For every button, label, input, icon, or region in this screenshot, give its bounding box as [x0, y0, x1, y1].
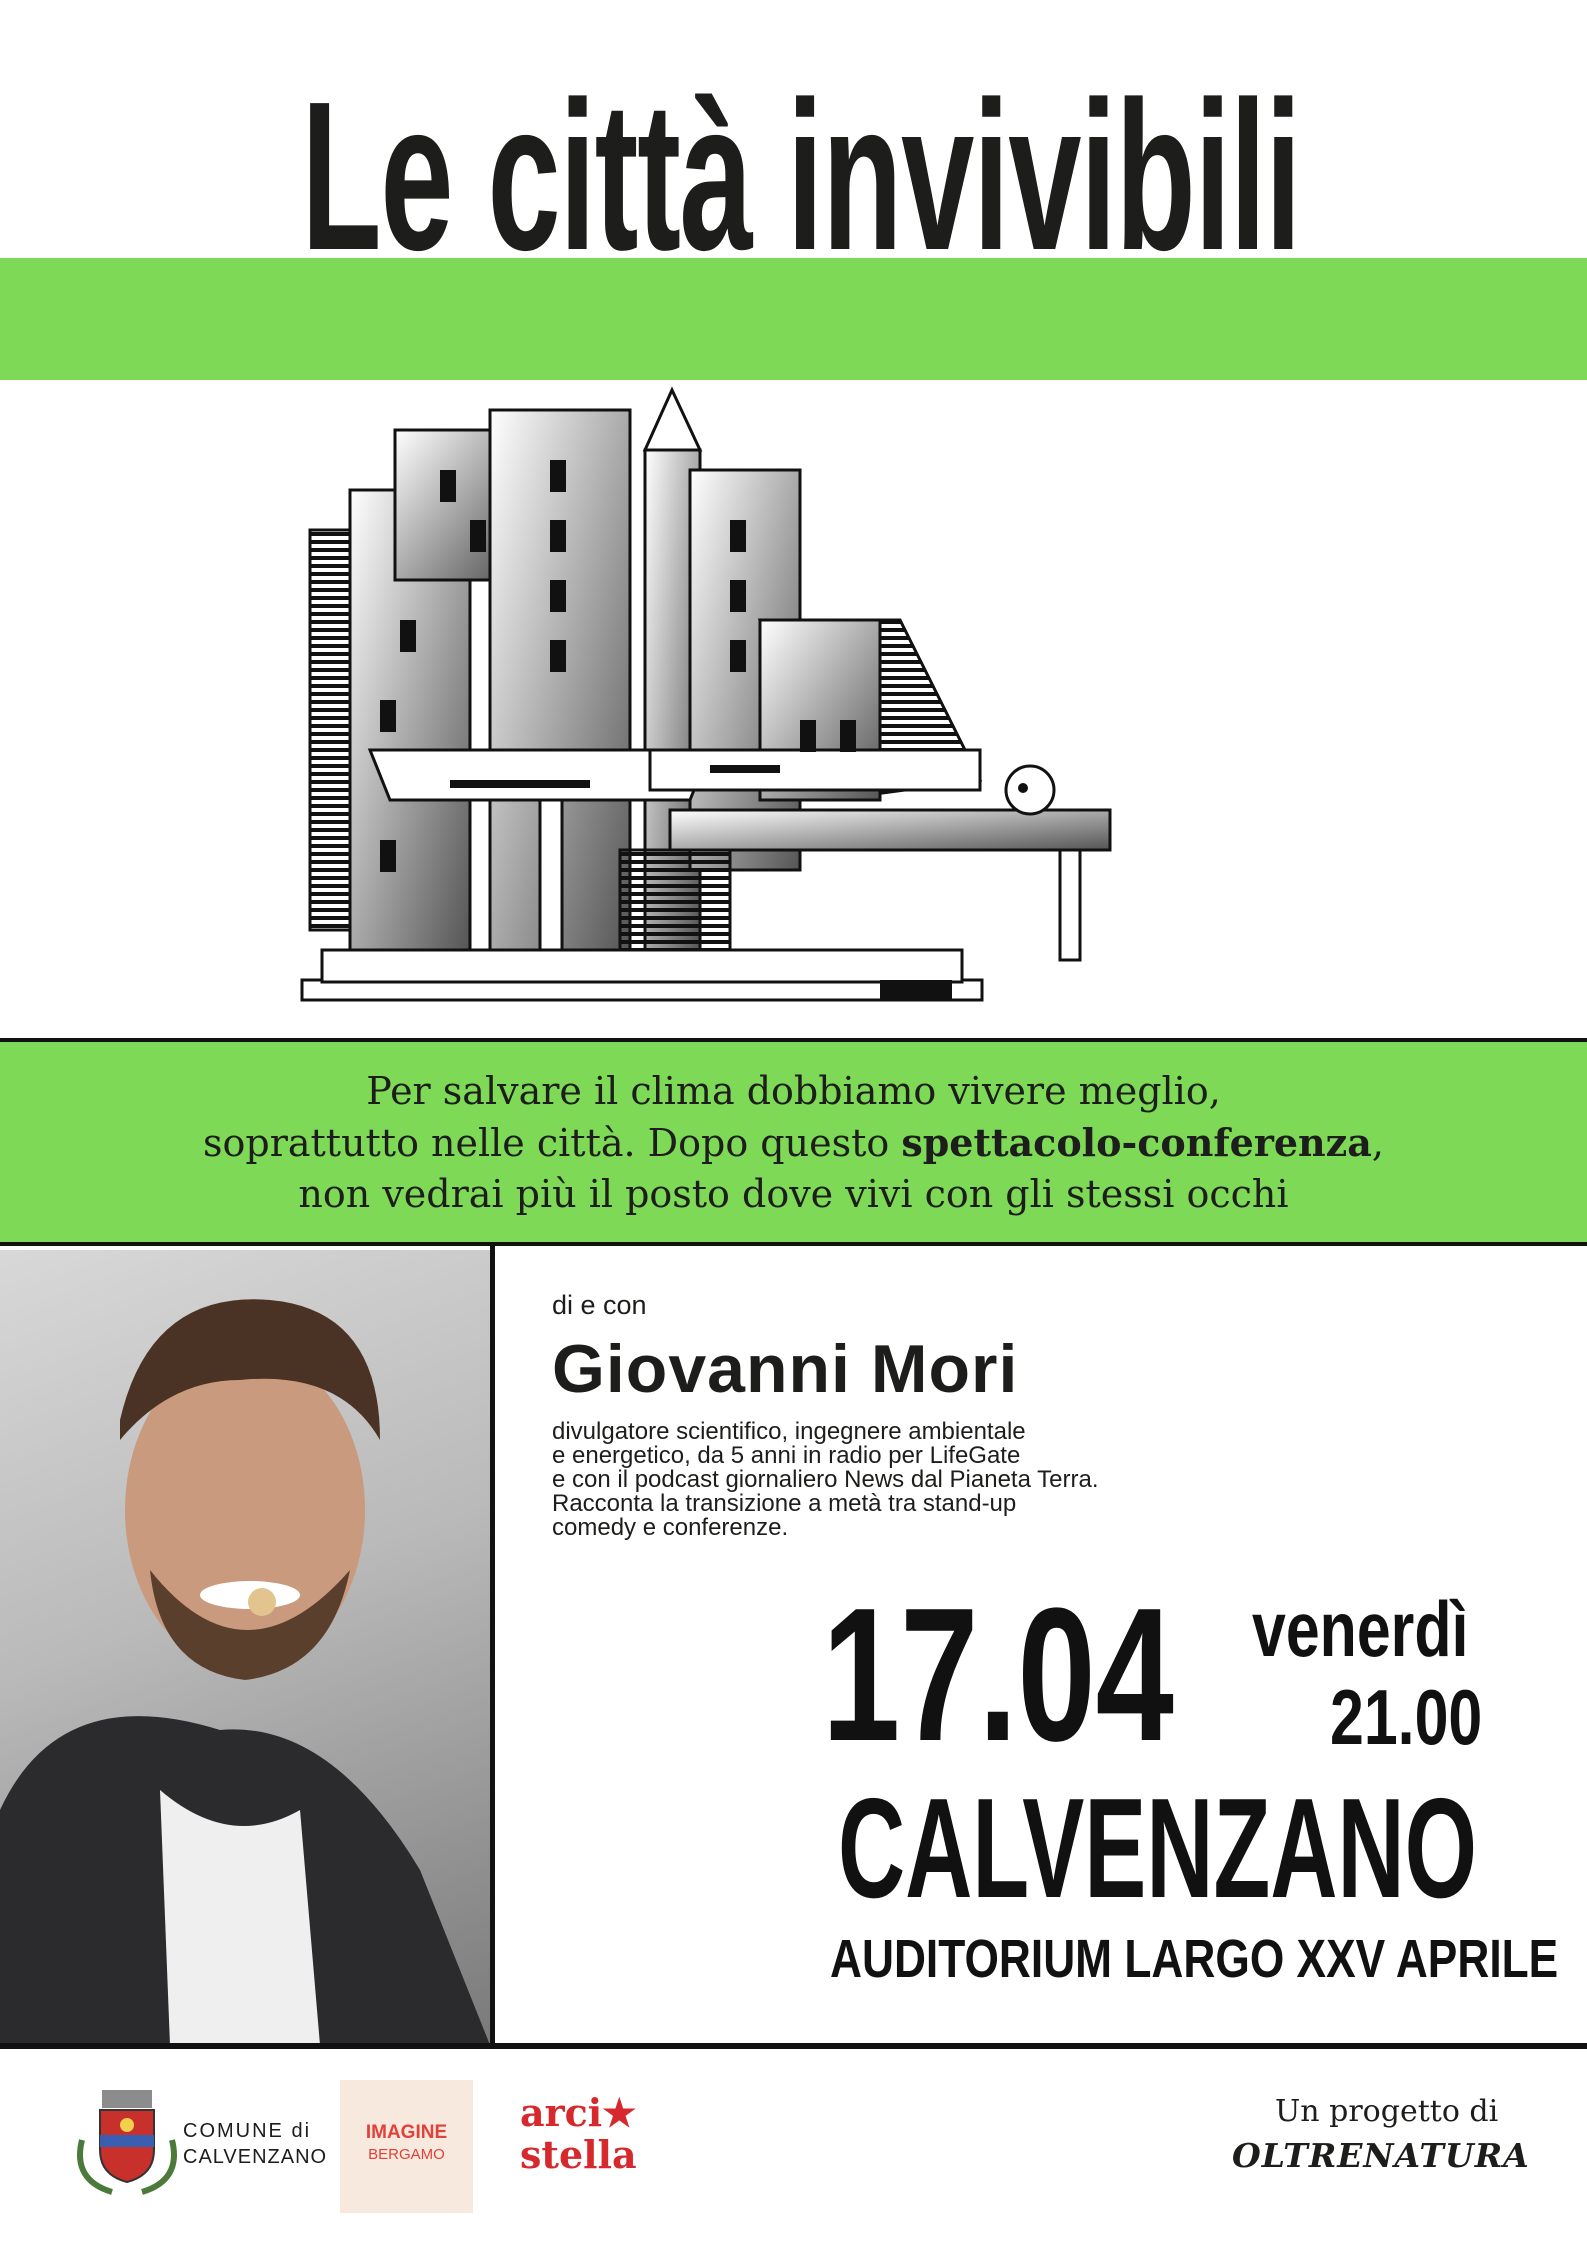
tagline-highlight: spettacolo-conferenza — [901, 1120, 1372, 1165]
horizontal-divider — [0, 2043, 1587, 2049]
tagline-line-2 — [0, 1117, 1587, 1169]
comune-label: COMUNE di — [183, 2120, 312, 2142]
event-title: Le città invivibili — [301, 57, 1301, 294]
tagline-line-2-end: , — [1371, 1121, 1384, 1165]
speaker-name: Giovanni Mori — [552, 1331, 1019, 1407]
city-buildings-illustration — [290, 380, 1320, 1020]
bio-line: e energetico, da 5 anni in radio per LifeGate — [552, 1442, 1021, 1469]
oltrenatura-logo: OLTRENATURA — [1232, 2136, 1530, 2175]
tagline-line-3: non vedrai più il posto dove vivi con gli stessi occhi — [298, 1172, 1289, 1216]
project-label: Un progetto di — [1275, 2094, 1499, 2129]
imagine-logo-text: IMAGINE — [365, 2122, 448, 2143]
speaker-intro: di e con — [552, 1290, 647, 1320]
event-time: 21.00 — [1330, 1673, 1483, 1761]
arci-stella-logo-line-1: arci★ — [520, 2090, 637, 2135]
tagline-line-2-start: soprattutto nelle città. Dopo questo — [203, 1121, 902, 1165]
comune-name: CALVENZANO — [183, 2146, 328, 2168]
bio-line: divulgatore scientifico, ingegnere ambientale — [552, 1418, 1026, 1445]
event-date: 17.04 — [822, 1569, 1174, 1781]
arci-stella-logo-line-2: stella — [520, 2132, 637, 2177]
event-city: CALVENZANO — [838, 1769, 1477, 1928]
speaker-portrait-drawing — [0, 1250, 490, 2045]
tagline-line-1: Per salvare il clima dobbiamo vivere meglio, — [366, 1069, 1221, 1113]
speaker-bio — [552, 1420, 1172, 1540]
bio-line: comedy e conferenze. — [552, 1514, 789, 1541]
calvenzano-crest-icon — [72, 2080, 182, 2200]
event-venue: AUDITORIUM LARGO XXV APRILE — [830, 1929, 1559, 1989]
bio-line: e con il podcast giornaliero News dal Pianeta Terra. — [552, 1466, 1099, 1493]
vertical-divider — [490, 1246, 495, 2049]
bio-line: Racconta la transizione a metà tra stand-up — [552, 1490, 1017, 1517]
speaker-photo — [0, 1250, 490, 2045]
event-weekday: venerdì — [1252, 1585, 1469, 1673]
tagline — [0, 1066, 1587, 1220]
imagine-logo-subtext: BERGAMO — [368, 2146, 445, 2163]
